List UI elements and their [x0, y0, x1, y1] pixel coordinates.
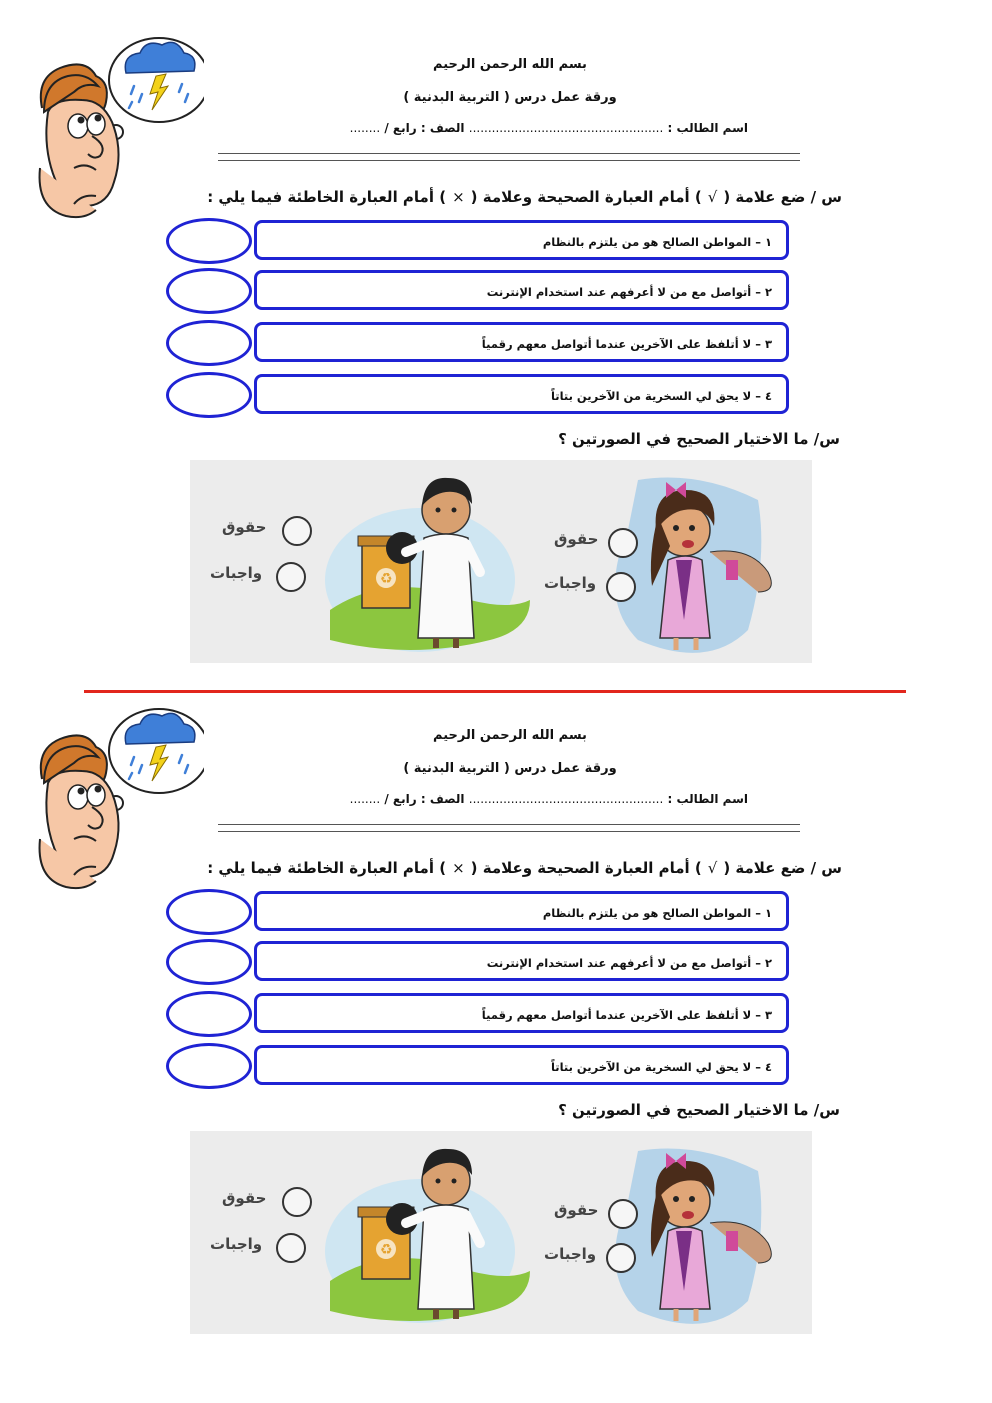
scene-illustration: [190, 460, 812, 663]
statement-text: ٣ – لا أتلفظ على الآخرين عندما أتواصل معهم رقمياً: [481, 337, 772, 351]
option-duties-right: واجبات: [544, 574, 597, 592]
student-label: اسم الطالب :: [667, 792, 748, 806]
cross-mark-symbol: ×: [452, 188, 465, 206]
student-name-field[interactable]: ...................................................: [468, 121, 664, 135]
statement-box: [254, 322, 789, 362]
statement-text: ٢ – أتواصل مع من لا أعرفهم عند استخدام الإنترنت: [486, 285, 772, 299]
radio-duties-right[interactable]: [606, 1243, 636, 1273]
question-2: س/ ما الاختيار الصحيح في الصورتين ؟: [558, 430, 840, 448]
statement-box: [254, 220, 789, 260]
answer-oval[interactable]: [166, 218, 252, 264]
radio-rights-left[interactable]: [282, 1187, 312, 1217]
radio-rights-right[interactable]: [608, 528, 638, 558]
answer-oval[interactable]: [166, 889, 252, 935]
thinking-man-icon: [34, 28, 204, 228]
class-field[interactable]: ........: [349, 792, 381, 806]
statement-box: [254, 941, 789, 981]
class-label: الصف : رابع /: [384, 121, 465, 135]
worksheet-bottom: [0, 671, 992, 1343]
statement-box: [254, 993, 789, 1033]
check-mark-symbol: √: [707, 188, 718, 206]
statement-box: [254, 891, 789, 931]
q1-text-c: ) أمام العبارة الخاطئة فيما يلي :: [207, 859, 447, 877]
question-2: س/ ما الاختيار الصحيح في الصورتين ؟: [558, 1101, 840, 1119]
lesson-title: ورقة عمل درس ( التربية البدنية ): [403, 90, 617, 105]
option-rights-right: حقوق: [554, 1201, 599, 1219]
option-duties-left: واجبات: [210, 564, 263, 582]
basmala: بسم الله الرحمن الرحيم: [433, 57, 587, 72]
student-label: اسم الطالب :: [667, 121, 748, 135]
student-name-field[interactable]: ...................................................: [468, 792, 664, 806]
q1-text-b: ) أمام العبارة الصحيحة وعلامة (: [470, 188, 702, 206]
radio-duties-left[interactable]: [276, 562, 306, 592]
answer-oval[interactable]: [166, 268, 252, 314]
radio-rights-right[interactable]: [608, 1199, 638, 1229]
lesson-title: ورقة عمل درس ( التربية البدنية ): [403, 761, 617, 776]
double-divider: [218, 153, 800, 161]
scene-photo: [190, 1131, 812, 1334]
class-field[interactable]: ........: [349, 121, 381, 135]
q1-text-b: ) أمام العبارة الصحيحة وعلامة (: [470, 859, 702, 877]
statement-text: ١ – المواطن الصالح هو من يلتزم بالنظام: [542, 235, 772, 249]
option-rights-left: حقوق: [222, 518, 267, 536]
option-rights-right: حقوق: [554, 530, 599, 548]
statement-text: ٤ – لا يحق لي السخرية من الآخرين بتاتاً: [550, 1060, 772, 1074]
q1-text-c: ) أمام العبارة الخاطئة فيما يلي :: [207, 188, 447, 206]
answer-oval[interactable]: [166, 1043, 252, 1089]
cross-mark-symbol: ×: [452, 859, 465, 877]
scene-photo: [190, 460, 812, 663]
radio-duties-right[interactable]: [606, 572, 636, 602]
basmala: بسم الله الرحمن الرحيم: [433, 728, 587, 743]
answer-oval[interactable]: [166, 372, 252, 418]
option-duties-left: واجبات: [210, 1235, 263, 1253]
statement-text: ١ – المواطن الصالح هو من يلتزم بالنظام: [542, 906, 772, 920]
question-1: [207, 859, 842, 877]
statement-text: ٤ – لا يحق لي السخرية من الآخرين بتاتاً: [550, 389, 772, 403]
student-info-line: [350, 792, 748, 806]
answer-oval[interactable]: [166, 991, 252, 1037]
student-info-line: [350, 121, 748, 135]
double-divider: [218, 824, 800, 832]
statement-text: ٣ – لا أتلفظ على الآخرين عندما أتواصل معهم رقمياً: [481, 1008, 772, 1022]
radio-rights-left[interactable]: [282, 516, 312, 546]
answer-oval[interactable]: [166, 320, 252, 366]
question-1: [207, 188, 842, 206]
q1-text-a: س / ضع علامة (: [723, 188, 842, 206]
q1-text-a: س / ضع علامة (: [723, 859, 842, 877]
statement-box: [254, 1045, 789, 1085]
worksheet-top: [0, 0, 992, 672]
class-label: الصف : رابع /: [384, 792, 465, 806]
option-rights-left: حقوق: [222, 1189, 267, 1207]
statement-box: [254, 374, 789, 414]
check-mark-symbol: √: [707, 859, 718, 877]
radio-duties-left[interactable]: [276, 1233, 306, 1263]
statement-text: ٢ – أتواصل مع من لا أعرفهم عند استخدام الإنترنت: [486, 956, 772, 970]
answer-oval[interactable]: [166, 939, 252, 985]
statement-box: [254, 270, 789, 310]
thinking-man-icon: [34, 699, 204, 899]
option-duties-right: واجبات: [544, 1245, 597, 1263]
scene-illustration: [190, 1131, 812, 1334]
